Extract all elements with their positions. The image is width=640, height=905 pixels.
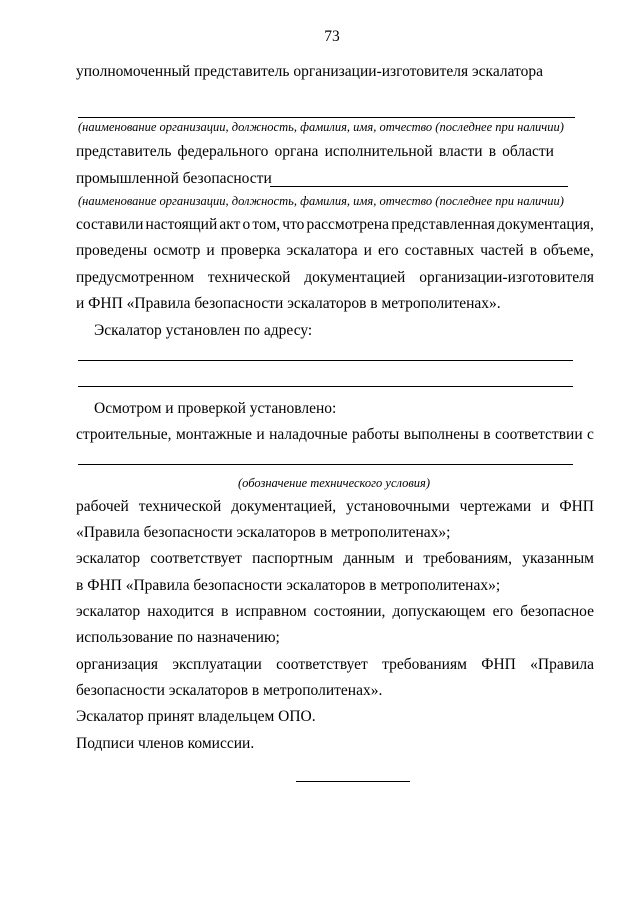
word: проведены (76, 242, 148, 259)
word: монтажные (175, 426, 252, 443)
text-line: Осмотром и проверкой установлено: (94, 400, 337, 417)
word: технической (138, 498, 222, 515)
word: «Правила (530, 656, 594, 673)
word: и (541, 498, 550, 515)
fill-in-line (78, 386, 573, 387)
field-caption: (наименование организации, должность, фамилия, имя, отчество (последнее при наличии) (78, 194, 564, 208)
text-line: использование по назначению; (76, 629, 280, 646)
word: в (529, 242, 538, 259)
word: организация (76, 656, 159, 673)
word: его (378, 242, 399, 259)
text-line: промышленной безопасности (76, 170, 272, 187)
word: что (282, 216, 305, 233)
justified-line (76, 242, 594, 260)
word: предусмотренном (76, 269, 195, 286)
justified-line (76, 269, 594, 287)
word: и (206, 242, 215, 259)
word: соответствует (150, 550, 242, 567)
word: представленная (391, 216, 495, 233)
word: установочными (346, 498, 450, 515)
justified-line (76, 216, 594, 234)
word: эскалатора (286, 242, 358, 259)
justified-line (76, 550, 594, 568)
word: требованиям (382, 656, 467, 673)
word: и (363, 242, 372, 259)
word: и (256, 426, 265, 443)
text-line: Эскалатор принят владельцем ОПО. (76, 708, 316, 725)
word: органа (274, 143, 319, 160)
word: в (488, 143, 497, 160)
word: организации-изготовителя (419, 269, 594, 286)
word: представитель (76, 143, 172, 160)
word: том, (252, 216, 281, 233)
word: соответствует (276, 656, 368, 673)
fill-in-line (78, 117, 575, 118)
word: и (404, 550, 414, 567)
text-line: уполномоченный представитель организации-изготовителя эскалатора (76, 63, 543, 80)
word: проверка (220, 242, 281, 259)
word: допускающем (392, 603, 486, 620)
word: эскалатор (76, 603, 141, 620)
word: чертежами (459, 498, 532, 515)
word: наладочные (269, 426, 348, 443)
word: федерального (177, 143, 269, 160)
word: рабочей (76, 498, 129, 515)
word: акт (219, 216, 241, 233)
text-line: безопасности эскалаторов в метрополитенах». (76, 682, 383, 699)
word: в (221, 603, 229, 620)
word: строительные, (76, 426, 172, 443)
word: требованиям, (423, 550, 513, 567)
justified-line (76, 656, 594, 674)
word: с (587, 426, 594, 443)
field-caption: (обозначение технического условия) (238, 476, 431, 490)
word: эскалатор (76, 550, 141, 567)
text-line: «Правила безопасности эскалаторов в метрополитенах»; (76, 524, 451, 541)
word: эксплуатации (172, 656, 262, 673)
text-line: в ФНП «Правила безопасности эскалаторов в метрополитенах»; (76, 577, 501, 594)
word: ФНП (559, 498, 594, 515)
field-caption: (наименование организации, должность, фамилия, имя, отчество (последнее при наличии) (78, 120, 564, 134)
word: состоянии, (313, 603, 386, 620)
word: в (483, 426, 491, 443)
text-line: и ФНП «Правила безопасности эскалаторов в метрополитенах». (76, 295, 501, 312)
word: о (242, 216, 251, 233)
justified-line (76, 603, 594, 621)
word: его (492, 603, 514, 620)
justified-line (76, 498, 594, 516)
word: составных (404, 242, 475, 259)
word: власти (438, 143, 483, 160)
word: безопасное (520, 603, 594, 620)
word: исполнительной (324, 143, 433, 160)
word: данным (343, 550, 395, 567)
word: выполнены (403, 426, 479, 443)
end-separator-line (296, 781, 410, 782)
word: осмотр (153, 242, 201, 259)
word: документацией, (231, 498, 337, 515)
word: объеме, (543, 242, 594, 259)
word: технической (207, 269, 291, 286)
word: исправном (235, 603, 307, 620)
word: области (502, 143, 554, 160)
word: составили (76, 216, 144, 233)
word: ФНП (481, 656, 516, 673)
fill-in-line (270, 186, 568, 187)
word: соответствии (495, 426, 583, 443)
page-number: 73 (324, 28, 340, 45)
fill-in-line (78, 464, 573, 465)
text-line: Подписи членов комиссии. (76, 735, 255, 752)
word: работы (352, 426, 400, 443)
text-line: Эскалатор установлен по адресу: (94, 322, 313, 339)
word: находится (147, 603, 215, 620)
fill-in-line (78, 360, 573, 361)
word: паспортным (252, 550, 334, 567)
word: настоящий (145, 216, 218, 233)
word: рассмотрена (306, 216, 390, 233)
justified-line (76, 426, 594, 444)
word: указанным (522, 550, 594, 567)
word: документация, (497, 216, 594, 233)
justified-line (76, 143, 554, 161)
word: частей (480, 242, 524, 259)
word: документацией (304, 269, 406, 286)
